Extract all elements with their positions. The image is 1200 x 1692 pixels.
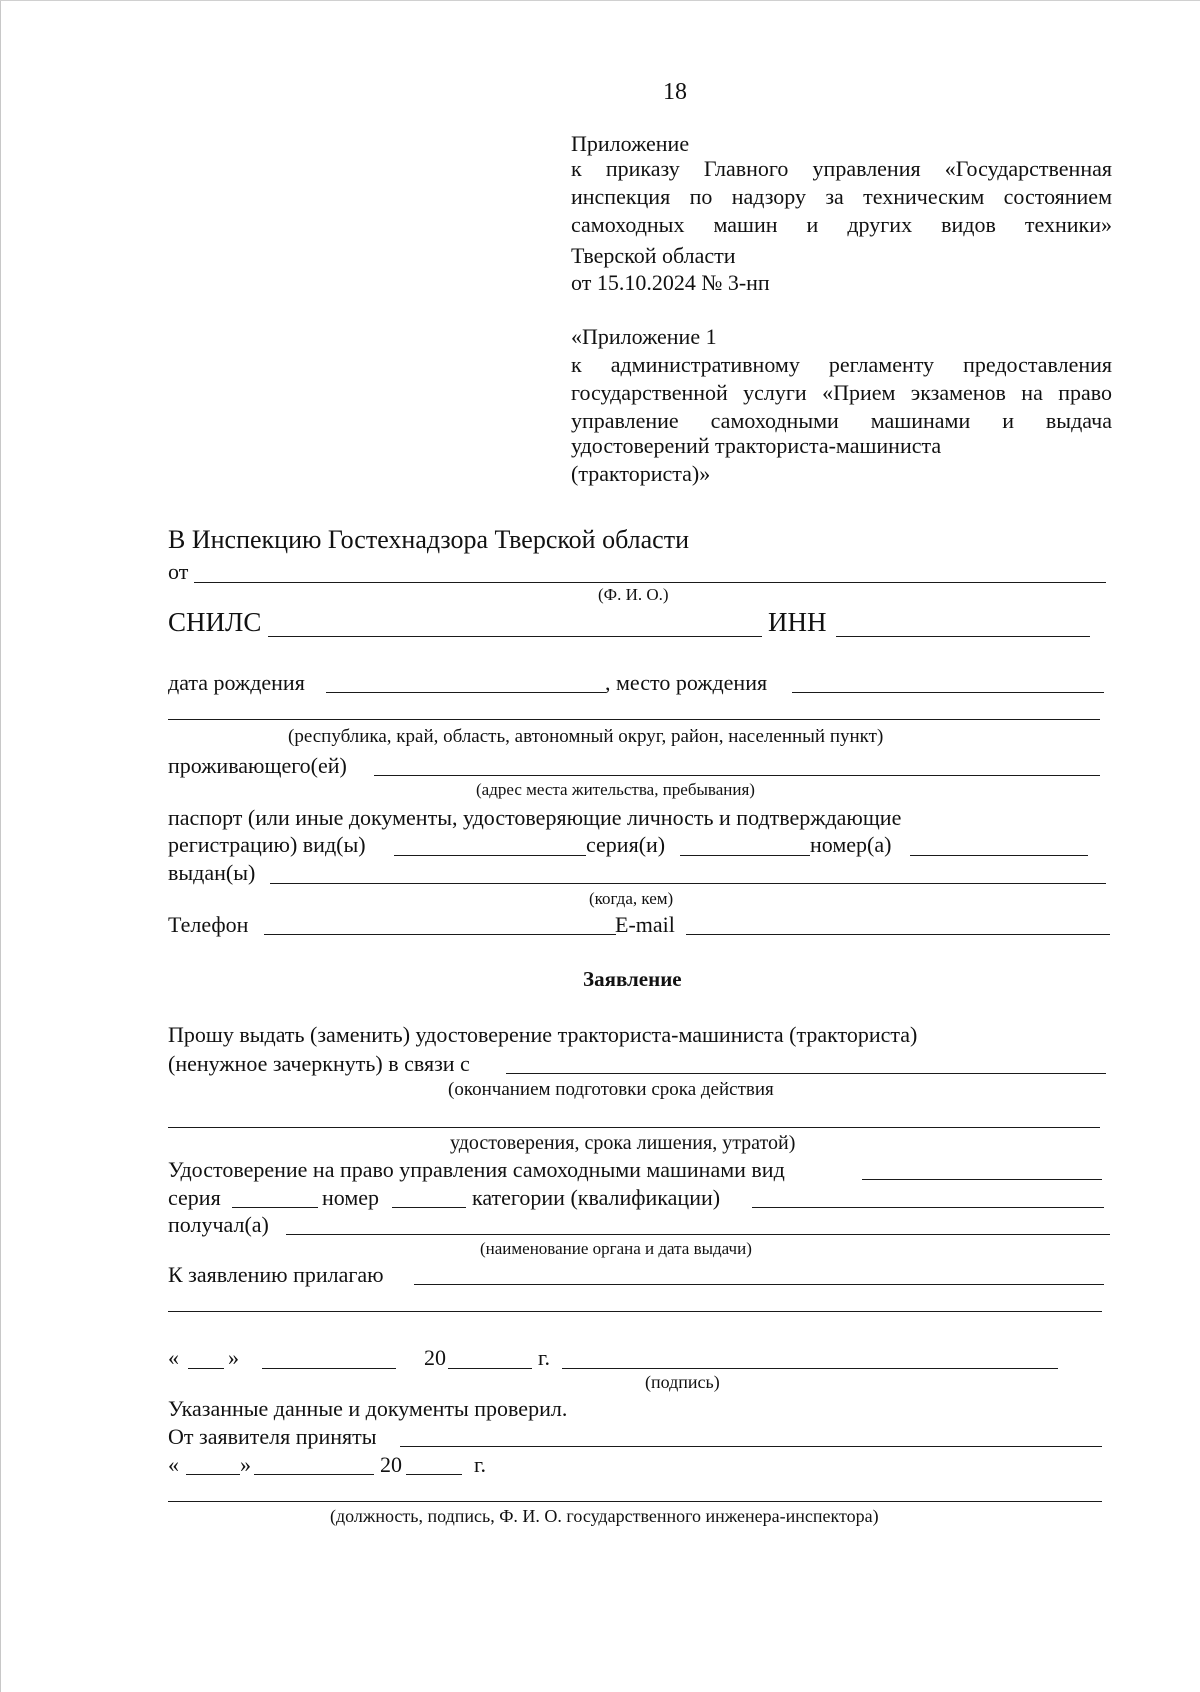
page-number: 18	[663, 79, 687, 105]
year-prefix: 20	[380, 1452, 402, 1477]
fio-caption: (Ф. И. О.)	[598, 585, 669, 604]
reason-field[interactable]	[506, 1073, 1106, 1074]
appendix-title: Приложение	[571, 131, 690, 156]
series-label: серия(и)	[586, 832, 666, 857]
attachments-field-line2[interactable]	[168, 1311, 1102, 1312]
license-type-label: Удостоверение на право управления самоходными машинами вид	[168, 1157, 785, 1182]
document-number-field[interactable]	[910, 855, 1088, 856]
license-number-field[interactable]	[392, 1207, 466, 1208]
month-field[interactable]	[262, 1368, 396, 1369]
license-series-field[interactable]	[232, 1207, 318, 1208]
checked-line: Указанные данные и документы проверил.	[168, 1396, 568, 1421]
reason-field-line2[interactable]	[168, 1127, 1100, 1128]
categories-field[interactable]	[752, 1207, 1104, 1208]
reason-caption: (окончанием подготовки срока действия	[448, 1079, 774, 1100]
birth-place-label: , место рождения	[605, 670, 768, 695]
categories-label: категории (квалификации)	[472, 1185, 721, 1210]
inspector-field[interactable]	[168, 1501, 1102, 1502]
order-reference	[571, 155, 1112, 239]
inspector-caption: (должность, подпись, Ф. И. О. государственного инженера-инспектора)	[330, 1506, 879, 1526]
birth-date-label: дата рождения	[168, 670, 305, 695]
number-label: номер(а)	[810, 832, 892, 857]
signature-field[interactable]	[562, 1368, 1058, 1369]
attach-label: К заявлению прилагаю	[168, 1262, 384, 1287]
year-prefix: 20	[424, 1345, 446, 1370]
request-line: Прошу выдать (заменить) удостоверение тракториста-машиниста (тракториста)	[168, 1022, 918, 1047]
authority-caption: (наименование органа и дата выдачи)	[480, 1239, 752, 1258]
email-label: E-mail	[615, 912, 675, 937]
order-date: от 15.10.2024 № 3-нп	[571, 270, 770, 295]
birth-place-field[interactable]	[792, 692, 1104, 693]
registration-label: регистрацию) вид(ы)	[168, 832, 366, 857]
issued-caption: (когда, кем)	[589, 889, 674, 908]
regulation-reference	[571, 351, 1112, 435]
regulation-line: государственной услуги «Прием экзаменов на право	[571, 380, 1112, 405]
day-quote-open: «	[168, 1345, 179, 1370]
page-edge	[0, 0, 1, 1692]
regulation-line: управление самоходными машинами и выдача	[571, 408, 1112, 433]
email-field[interactable]	[686, 934, 1110, 935]
region: Тверской области	[571, 243, 736, 268]
document-series-field[interactable]	[680, 855, 810, 856]
snils-label: СНИЛС	[168, 607, 262, 637]
attachments-field[interactable]	[414, 1284, 1104, 1285]
regulation-line: (тракториста)»	[571, 461, 711, 486]
year-suffix: г.	[474, 1452, 487, 1477]
day-field[interactable]	[188, 1368, 224, 1369]
accepted-field[interactable]	[400, 1446, 1102, 1447]
order-line: к приказу Главного управления «Государственная	[571, 156, 1112, 181]
year-field[interactable]	[448, 1368, 532, 1369]
received-label: получал(а)	[168, 1212, 269, 1237]
regulation-title: «Приложение 1	[571, 324, 717, 349]
inn-field[interactable]	[836, 636, 1090, 637]
reason-caption: удостоверения, срока лишения, утратой)	[450, 1132, 796, 1154]
snils-field[interactable]	[268, 636, 762, 637]
phone-field[interactable]	[264, 934, 616, 935]
inn-label: ИНН	[768, 607, 827, 637]
statement-title: Заявление	[583, 967, 682, 991]
passport-line: паспорт (или иные документы, удостоверяющие личность и подтверждающие	[168, 805, 902, 830]
signature-caption: (подпись)	[645, 1372, 720, 1392]
issued-label: выдан(ы)	[168, 860, 256, 885]
phone-label: Телефон	[168, 912, 249, 937]
day-quote-close: »	[228, 1345, 239, 1370]
year-suffix: г.	[538, 1345, 551, 1370]
day-quote-open: «	[168, 1452, 179, 1477]
from-label: от	[168, 559, 189, 584]
day-quote-close: »	[240, 1452, 251, 1477]
license-series-label: серия	[168, 1185, 221, 1210]
fio-field[interactable]	[194, 582, 1106, 583]
region-caption: (республика, край, область, автономный округ, район, населенный пункт)	[288, 726, 884, 747]
birth-date-field[interactable]	[326, 692, 606, 693]
year-field[interactable]	[406, 1474, 462, 1475]
license-number-label: номер	[322, 1185, 380, 1210]
received-field[interactable]	[286, 1234, 1110, 1235]
month-field[interactable]	[254, 1474, 374, 1475]
accepted-label: От заявителя приняты	[168, 1424, 377, 1449]
order-line: самоходных машин и других видов техники»	[571, 212, 1112, 237]
reason-label: (ненужное зачеркнуть) в связи с	[168, 1051, 470, 1076]
day-field[interactable]	[186, 1474, 240, 1475]
address-caption: (адрес места жительства, пребывания)	[476, 780, 755, 799]
address-field[interactable]	[374, 775, 1100, 776]
order-line: инспекция по надзору за техническим состоянием	[571, 184, 1112, 209]
residing-label: проживающего(ей)	[168, 753, 347, 778]
addressee: В Инспекцию Гостехнадзора Тверской области	[168, 525, 689, 554]
regulation-line: к административному регламенту предоставления	[571, 352, 1112, 377]
regulation-line: удостоверений тракториста-машиниста	[571, 433, 942, 458]
issued-field[interactable]	[270, 883, 1106, 884]
document-type-field[interactable]	[394, 855, 586, 856]
birth-place-field-line2[interactable]	[168, 719, 1100, 720]
license-type-field[interactable]	[862, 1179, 1102, 1180]
page-edge-top	[0, 0, 1200, 1]
